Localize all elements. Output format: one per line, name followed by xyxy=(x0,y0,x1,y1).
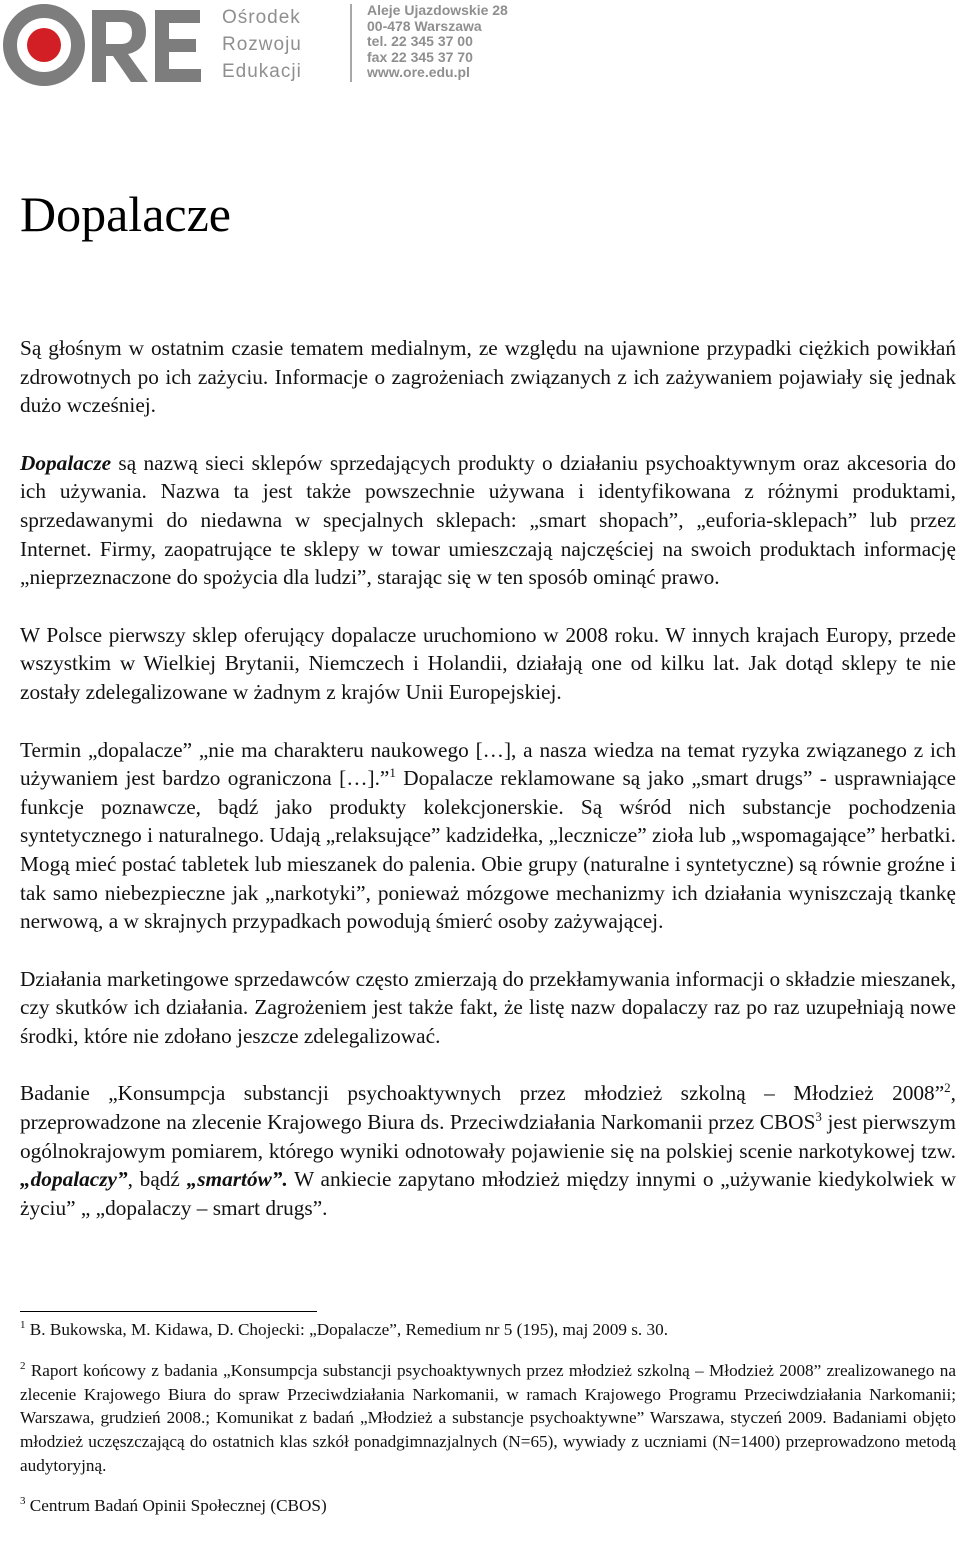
contact-phone: tel. 22 345 37 00 xyxy=(367,33,473,49)
contact-postcode: 00-478 Warszawa xyxy=(367,17,482,34)
footnote-ref-1[interactable]: 1 xyxy=(389,765,396,781)
footnote-number: 2 xyxy=(20,1359,26,1372)
paragraph-5 xyxy=(20,965,956,1051)
contact-address: Aleje Ujazdowskie 28 xyxy=(367,2,508,18)
page-header xyxy=(0,0,960,92)
document-body xyxy=(20,334,956,1251)
header-divider xyxy=(350,4,352,82)
paragraph-6 xyxy=(20,1079,956,1222)
footnotes xyxy=(20,1318,956,1518)
paragraph-4 xyxy=(20,736,956,936)
paragraph-text: Badanie „Konsumpcja substancji psychoaktywnych przez młodzież szkolną – Młodzież 2008” xyxy=(20,1081,945,1106)
paragraph-text: jest pierwszym ogólnokrajowym pomiarem, którego wyniki odnotowały pojawienie się na polskiej scenie narkotykowej tzw. xyxy=(20,1110,956,1163)
paragraph-text: są nazwą sieci sklepów sprzedających produkty o działaniu psychoaktywnym oraz akcesoria do ich używania. Nazwa ta jest także powszechnie używana i identyfikowana z różnymi produktami, sprzedawanymi do niedawna w specjalnych sklepach: „smart shopach”, „euforia-sklepach” lub przez Internet. Firmy, zaopatrujące te sklepy w towar umieszczają najczęściej na swoich produktach informację „nieprzeznaczone do spożycia dla ludzi”, starając się w ten sposób ominąć prawo. xyxy=(20,450,956,590)
org-name-line: Rozwoju xyxy=(222,34,302,55)
organization-name xyxy=(222,4,302,85)
footnote-separator xyxy=(20,1311,317,1312)
paragraph-text: Termin „dopalacze” „nie ma charakteru naukowego […], a nasza wiedza na temat ryzyka związanego z ich używaniem jest bardzo ograniczona […].” xyxy=(20,737,956,791)
footnote-text: Centrum Badań Opinii Społecznej (CBOS) xyxy=(25,1495,327,1515)
org-name-line: Ośrodek xyxy=(222,7,301,28)
emphasis-dopalaczy: „dopalaczy” xyxy=(20,1167,128,1192)
contact-website: www.ore.edu.pl xyxy=(367,64,470,80)
paragraph-2 xyxy=(20,449,956,592)
page-title: Dopalacze xyxy=(20,186,231,242)
footnote-ref-2[interactable]: 2 xyxy=(944,1080,951,1096)
paragraph-text: Działania marketingowe sprzedawców często zmierzają do przekłamywania informacji o składzie mieszanek, czy skutków ich działania. Zagrożeniem jest także fakt, że listę nazw dopalaczy raz po raz uzupełniają nowe środki, które nie zdołano jeszcze zdelegalizować. xyxy=(20,966,956,1048)
footnote-text: B. Bukowska, M. Kidawa, D. Chojecki: „Dopalacze”, Remedium nr 5 (195), maj 2009 s. 30. xyxy=(25,1320,668,1339)
logo-e-letter xyxy=(155,10,201,82)
footnote-text: Raport końcowy z badania „Konsumpcja substancji psychoaktywnych przez młodzież szkolną – Młodzież 2008” zrealizowanego na zlecenie Krajowego Biura do spraw Przeciwdziałania Narkomanii, w ramach Krajowego Programu Przeciwdziałania Narkomanii; Warszawa, grudzień 2008.; Komunikat z badań „Młodzież a substancje psychoaktywne” Warszawa, styczeń 2009. Badaniami objęto młodzież uczęszczającą do ostatnich klas szkół ponadgimnazjalnych (N=65), wywiady z uczniami (N=1400) przeprowadzono metodą audytoryjną. xyxy=(20,1360,956,1475)
footnote-3 xyxy=(20,1494,956,1518)
logo-r-letter xyxy=(92,10,148,82)
paragraph-text: W ankiecie zapytano młodzież między innymi o „używanie kiedykolwiek w życiu” „ „dopalaczy – smart drugs”. xyxy=(20,1167,956,1220)
footnote-ref-3[interactable]: 3 xyxy=(815,1109,822,1125)
footnote-2 xyxy=(20,1359,956,1478)
contact-fax: fax 22 345 37 70 xyxy=(367,48,473,65)
paragraph-text: Są głośnym w ostatnim czasie tematem medialnym, ze względu na ujawnione przypadki ciężkich powikłań zdrowotnych po ich zażyciu. Informacje o zagrożeniach związanych z ich zażywaniem pojawiały się jednak dużo wcześniej. xyxy=(20,336,956,418)
paragraph-text: W Polsce pierwszy sklep oferujący dopalacze uruchomiono w 2008 roku. W innych krajach Europy, przede wszystkim w Wielkiej Brytanii, Niemczech i Holandii, działają one od kilku lat. Jak dotąd sklepy te nie zostały zdelegalizowane w żadnym z krajów Unii Europejskiej. xyxy=(20,622,956,704)
footnote-1 xyxy=(20,1318,956,1342)
paragraph-text: , bądź xyxy=(127,1167,187,1192)
paragraph-1 xyxy=(20,334,956,420)
footnote-number: 1 xyxy=(20,1319,26,1331)
paragraph-3 xyxy=(20,621,956,707)
footnote-number: 3 xyxy=(20,1494,26,1507)
paragraph-text: , przeprowadzone na zlecenie Krajowego Biura ds. Przeciwdziałania Narkomanii przez CBOS xyxy=(20,1081,956,1135)
emphasis-dopalacze: Dopalacze xyxy=(20,450,112,475)
paragraph-text: Dopalacze reklamowane są jako „smart drugs” - usprawniające funkcje poznawcze, bądź jako produkty kolekcjonerskie. Są wśród nich substancje pochodzenia syntetycznego i naturalnego. Udają „relaksujące” kadzidełka, „lecznicze” zioła lub „wspomagające” herbatki. Mogą mieć postać tabletek lub mieszanek do palenia. Obie grupy (naturalne i syntetyczne) są równie groźne i tak samo niebezpieczne jak „narkotyki”, ponieważ mózgowe mechanizmy ich działania wyniszczają tkankę nerwową, a w skrajnych przypadkach powodują śmierć osoby zażywającej. xyxy=(20,766,956,934)
emphasis-smartow: „smartów”. xyxy=(186,1167,288,1192)
logo-red-dot xyxy=(27,28,61,62)
ore-logo xyxy=(0,0,205,92)
contact-block xyxy=(367,3,508,81)
org-name-line: Edukacji xyxy=(222,61,302,82)
